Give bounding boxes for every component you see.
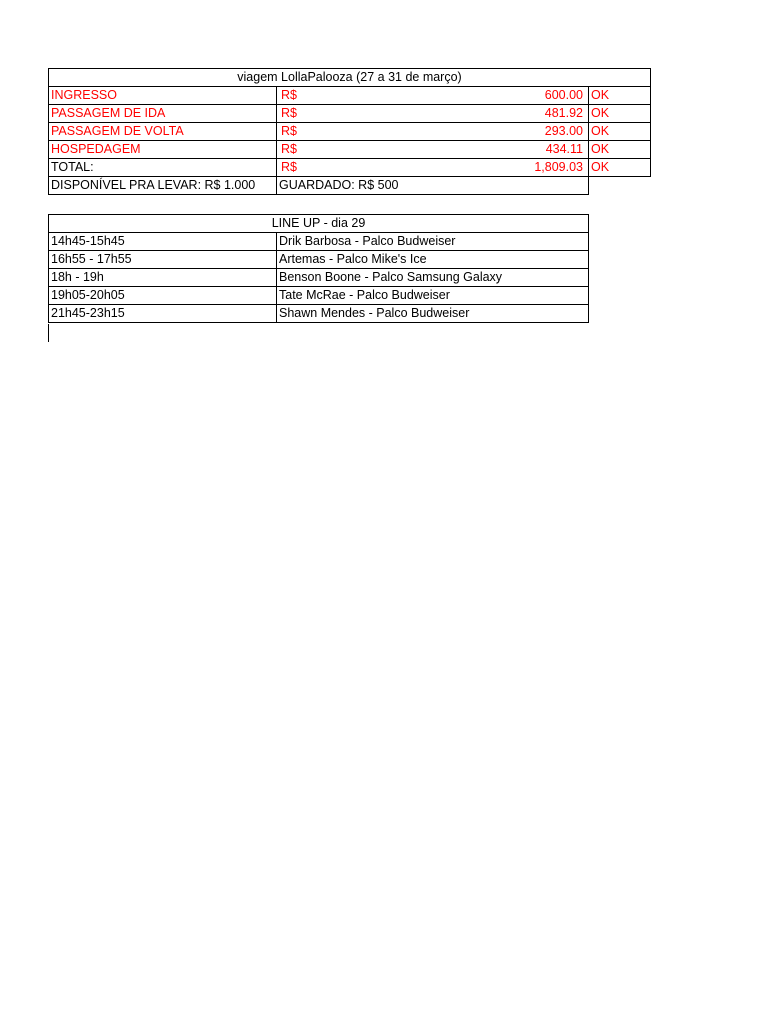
show-artist[interactable]: Artemas - Palco Mike's Ice (277, 251, 589, 269)
lineup-table (48, 214, 589, 323)
expense-amount-cell[interactable] (277, 87, 589, 105)
expense-amount-cell[interactable] (277, 105, 589, 123)
table-row (49, 269, 589, 287)
expense-status[interactable]: OK (589, 87, 651, 105)
expense-amount-cell[interactable] (277, 141, 589, 159)
expense-amount-cell[interactable] (277, 123, 589, 141)
available-budget[interactable]: DISPONÍVEL PRA LEVAR: R$ 1.000 (49, 177, 277, 195)
total-amount-cell[interactable] (277, 159, 589, 177)
expense-amount: 600.00 (544, 88, 583, 102)
table-row (49, 105, 651, 123)
expense-amount: 293.00 (544, 124, 583, 138)
expense-status[interactable]: OK (589, 141, 651, 159)
trip-title[interactable]: viagem LollaPalooza (27 a 31 de março) (49, 69, 651, 87)
currency-symbol: R$ (281, 160, 297, 174)
table-row (49, 287, 589, 305)
show-artist[interactable]: Drik Barbosa - Palco Budweiser (277, 233, 589, 251)
expense-label[interactable]: PASSAGEM DE VOLTA (49, 123, 277, 141)
currency-symbol: R$ (281, 88, 297, 102)
show-artist[interactable]: Benson Boone - Palco Samsung Galaxy (277, 269, 589, 287)
show-time[interactable]: 19h05-20h05 (49, 287, 277, 305)
table-row (49, 87, 651, 105)
budget-row (49, 177, 651, 195)
table-row (49, 233, 589, 251)
lineup-title[interactable]: LINE UP - dia 29 (49, 215, 589, 233)
expense-label[interactable]: HOSPEDAGEM (49, 141, 277, 159)
table-row (49, 123, 651, 141)
show-time[interactable]: 21h45-23h15 (49, 305, 277, 323)
show-time[interactable]: 16h55 - 17h55 (49, 251, 277, 269)
total-label[interactable]: TOTAL: (49, 159, 277, 177)
cell-border-line (48, 324, 49, 342)
show-time[interactable]: 18h - 19h (49, 269, 277, 287)
expense-label[interactable]: PASSAGEM DE IDA (49, 105, 277, 123)
currency-symbol: R$ (281, 124, 297, 138)
expense-amount: 434.11 (545, 142, 583, 156)
expense-status[interactable]: OK (589, 123, 651, 141)
table-row (49, 305, 589, 323)
lineup-title-row (49, 215, 589, 233)
total-amount: 1,809.03 (534, 160, 583, 174)
table-row (49, 251, 589, 269)
show-time[interactable]: 14h45-15h45 (49, 233, 277, 251)
show-artist[interactable]: Shawn Mendes - Palco Budweiser (277, 305, 589, 323)
trip-budget-table (48, 68, 651, 195)
expense-label[interactable]: INGRESSO (49, 87, 277, 105)
trip-title-row (49, 69, 651, 87)
currency-symbol: R$ (281, 106, 297, 120)
show-artist[interactable]: Tate McRae - Palco Budweiser (277, 287, 589, 305)
expense-amount: 481.92 (544, 106, 583, 120)
saved-amount[interactable]: GUARDADO: R$ 500 (277, 177, 589, 195)
total-row (49, 159, 651, 177)
currency-symbol: R$ (281, 142, 297, 156)
empty-cell (589, 177, 651, 195)
table-row (49, 141, 651, 159)
expense-status[interactable]: OK (589, 105, 651, 123)
total-status[interactable]: OK (589, 159, 651, 177)
